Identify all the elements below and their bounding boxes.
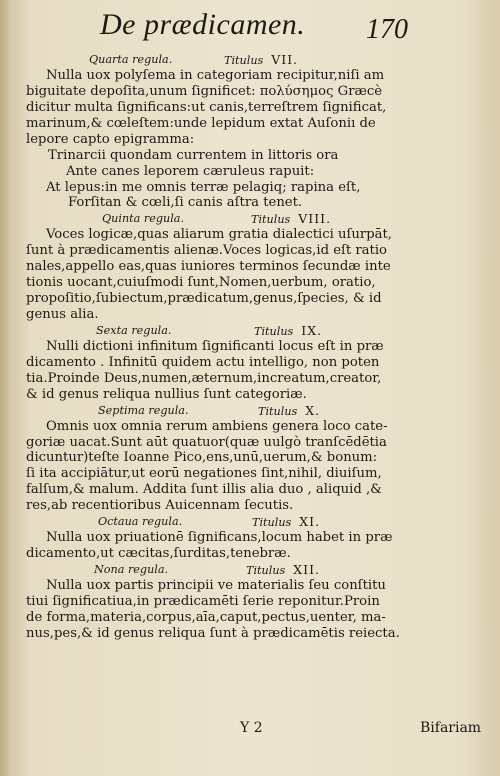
title-label: Titulus [252, 516, 292, 530]
rule-heading [26, 562, 488, 578]
rule-heading [26, 52, 488, 68]
text-line: genus alia. [26, 307, 99, 322]
text-line: ſi ita accipiātur,ut eorū negationes ſint,nihil, diuiſum, [26, 466, 382, 482]
text-line: falſum,& malum. Addita ſunt illis alia duo , aliquid ,& [26, 482, 382, 498]
title-number: X. [305, 402, 321, 418]
text-line: lepore capto epigramma: [26, 131, 195, 147]
catchword: Bifariam [420, 720, 482, 736]
text-line: Voces logicæ,quas aliarum gratia dialectici uſurpāt, [46, 227, 392, 243]
text-line: de forma,materia,corpus,aīa,caput,pectus,uenter, ma- [26, 609, 386, 625]
rule-heading [26, 323, 488, 339]
rule-title [251, 211, 331, 227]
title-number: XI. [299, 514, 321, 530]
rule-title [254, 323, 322, 339]
text-line: Nulli dictioni infinitum ſignificanti locus eſt in præ [46, 338, 384, 354]
rule-heading [26, 403, 488, 419]
title-number: VIII. [298, 211, 332, 227]
title-number: VII. [271, 52, 299, 67]
text-line: Nulla uox priuationē ſignificans,locum habet in præ [46, 530, 393, 546]
title-number: XII. [293, 562, 321, 577]
running-title: De prædicamen. [100, 8, 306, 41]
title-number: IX. [301, 322, 323, 338]
rule-title [224, 52, 298, 68]
text-line: tiui ſignificatiua,in prædicamēti ſerie reponitur.Proin [26, 593, 380, 609]
text-line: dicuntur)teſte Ioanne Pico,ens,unū,uerum,& bonum: [26, 450, 378, 466]
text-line: res,ab recentioribus Auicennam ſecutis. [26, 498, 294, 514]
text-line: & id genus reliqua nullius ſunt categoriæ. [26, 386, 307, 402]
text-line: dicamento . Infinitū quidem actu intelligo, non poten [26, 354, 380, 370]
title-label: Titulus [246, 564, 286, 577]
text-line: Omnis uox omnia rerum ambiens genera loco cate- [46, 418, 388, 434]
rule-name: Quarta regula. [89, 53, 173, 66]
rule-name: Octaua regula. [98, 515, 183, 529]
text-line: nus,pes,& id genus reliqua ſunt à prædicamētis reiecta. [26, 625, 400, 641]
text-line: tia.Proinde Deus,numen,æternum,increatum,creator, [26, 370, 382, 386]
verse-line: Trinarcii quondam currentem in littoris ora [48, 147, 339, 163]
text-line: ſunt à prædicamentis alienæ.Voces logicas,id eſt ratio [26, 243, 388, 259]
text-line: Nulla uox polyſema in categoriam recipitur,niſi am [46, 67, 385, 83]
text-line: goriæ uacat.Sunt aūt quatuor(quæ uulgò tranſcēdētia [26, 434, 387, 450]
rule-title [252, 514, 320, 530]
text-line: biguitate depoſita,unum ſignificet: πολύσημος Græcè [26, 83, 383, 99]
verse-line: At lepus:in me omnis terræ pelagiq; rapina eſt, [46, 179, 361, 195]
text-line: Nulla uox partis principii ve materialis ſeu conſtitu [46, 577, 386, 593]
page-header [0, 0, 500, 54]
signature-mark: Y 2 [240, 720, 263, 736]
verse-line: Ante canes leporem cæruleus rapuit: [66, 163, 315, 179]
text-line: dicamento,ut cæcitas,ſurditas,tenebræ. [26, 546, 291, 562]
rule-title [246, 562, 320, 578]
text-line: dicitur multa ſignificans:ut canis,terreſtrem ſignificat, [26, 99, 387, 115]
text-line: marinum,& cœleſtem:unde lepidum extat Auſoniı de [26, 115, 376, 131]
text-line: nales,appello eas,quas iuniores terminos ſecundæ inte [26, 259, 391, 275]
rule-heading [26, 514, 488, 530]
rule-name: Sexta regula. [96, 323, 172, 337]
title-label: Titulus [251, 213, 291, 227]
text-line: tionis uocant,cuiuſmodi ſunt,Nomen,uerbum, oratio, [26, 275, 376, 291]
page-footer [0, 720, 500, 742]
text-line: propoſitio,ſubiectum,prædicatum,genus,ſpecies, & id [26, 291, 382, 307]
rule-name: Nona regula. [94, 563, 169, 576]
rule-name: Septima regula. [98, 403, 189, 417]
verse-line: Forſitan & cœli,ſi canis aſtra tenet. [68, 195, 303, 211]
gutter-shadow [0, 0, 10, 776]
page-body [26, 52, 488, 642]
rule-name: Quinta regula. [102, 212, 185, 226]
page-number: 170 [366, 14, 408, 45]
title-label: Titulus [224, 54, 264, 67]
title-label: Titulus [254, 324, 294, 338]
rule-title [258, 403, 320, 419]
rule-heading [26, 211, 488, 227]
title-label: Titulus [258, 404, 298, 418]
